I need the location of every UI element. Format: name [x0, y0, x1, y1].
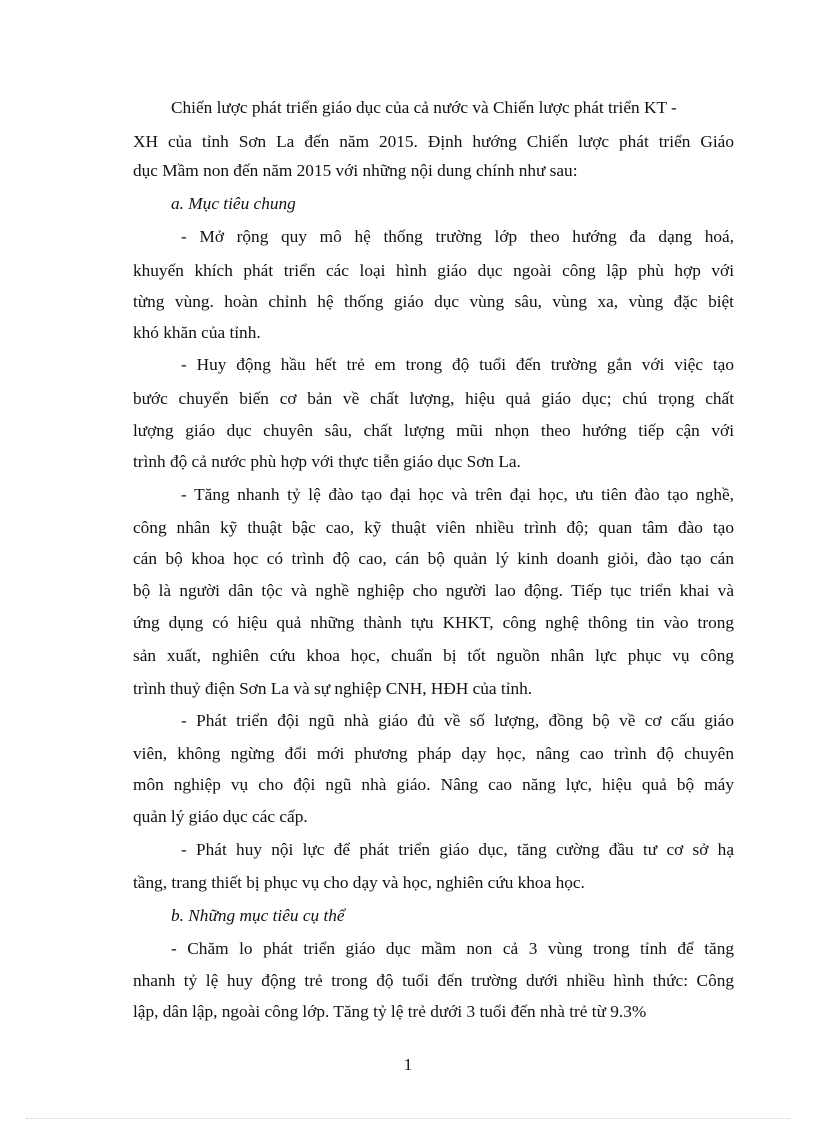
text-line: - Chăm lo phát triển giáo dục mầm non cả 3 vùng trong tỉnh để tăng — [171, 939, 734, 958]
page-number: 1 — [403, 1055, 413, 1074]
text-line: công nhân kỹ thuật bậc cao, kỹ thuật viên nhiều trình độ; quan tâm đào tạo — [133, 518, 734, 537]
text-line: - Mở rộng quy mô hệ thống trường lớp theo hướng đa dạng hoá, — [181, 227, 734, 246]
text-line: tầng, trang thiết bị phục vụ cho dạy và học, nghiên cứu khoa học. — [133, 873, 585, 892]
text-line: lượng giáo dục chuyên sâu, chất lượng mũi nhọn theo hướng tiếp cận với — [133, 421, 734, 440]
text-line: - Phát triển đội ngũ nhà giáo đủ về số lượng, đồng bộ về cơ cấu giáo — [181, 711, 734, 730]
text-line: khó khăn của tỉnh. — [133, 323, 261, 342]
text-line: quản lý giáo dục các cấp. — [133, 807, 308, 826]
section-heading: a. Mục tiêu chung — [171, 194, 296, 213]
text-line: trình thuỷ điện Sơn La và sự nghiệp CNH, HĐH của tỉnh. — [133, 679, 533, 698]
text-line: sản xuất, nghiên cứu khoa học, chuẩn bị tốt nguồn nhân lực phục vụ công — [133, 646, 734, 665]
text-line: môn nghiệp vụ cho đội ngũ nhà giáo. Nâng cao năng lực, hiệu quả bộ máy — [133, 775, 734, 794]
text-line: - Huy động hầu hết trẻ em trong độ tuổi đến trường gắn với việc tạo — [181, 355, 734, 374]
text-line: XH của tỉnh Sơn La đến năm 2015. Định hướng Chiến lược phát triển Giáo — [133, 132, 734, 151]
text-line: cán bộ khoa học có trình độ cao, cán bộ quản lý kinh doanh giỏi, đào tạo cán — [133, 549, 734, 568]
text-line: viên, không ngừng đổi mới phương pháp dạy học, nâng cao trình độ chuyên — [133, 744, 734, 763]
text-line: - Tăng nhanh tỷ lệ đào tạo đại học và trên đại học, ưu tiên đào tạo nghề, — [181, 485, 734, 504]
text-line: khuyến khích phát triển các loại hình giáo dục ngoài công lập phù hợp với — [133, 261, 734, 280]
text-line: trình độ cả nước phù hợp với thực tiễn giáo dục Sơn La. — [133, 452, 521, 471]
text-line: dục Mầm non đến năm 2015 với những nội dung chính như sau: — [133, 161, 578, 180]
text-line: nhanh tỷ lệ huy động trẻ trong độ tuổi đến trường dưới nhiều hình thức: Công — [133, 971, 734, 990]
page-bottom-divider — [26, 1118, 790, 1119]
text-line: bước chuyển biến cơ bản về chất lượng, hiệu quả giáo dục; chú trọng chất — [133, 389, 734, 408]
text-line: từng vùng. hoàn chỉnh hệ thống giáo dục vùng sâu, vùng xa, vùng đặc biệt — [133, 292, 734, 311]
text-line: Chiến lược phát triển giáo dục của cả nước và Chiến lược phát triển KT - — [171, 98, 677, 117]
text-line: lập, dân lập, ngoài công lớp. Tăng tỷ lệ trẻ dưới 3 tuổi đến nhà trẻ từ 9.3% — [133, 1002, 647, 1021]
text-line: ứng dụng có hiệu quả những thành tựu KHKT, công nghệ thông tin vào trong — [133, 613, 734, 632]
text-line: bộ là người dân tộc và nghề nghiệp cho người lao động. Tiếp tục triển khai và — [133, 581, 734, 600]
section-heading: b. Những mục tiêu cụ thể — [171, 906, 345, 925]
text-line: - Phát huy nội lực để phát triển giáo dục, tăng cường đầu tư cơ sở hạ — [181, 840, 734, 859]
